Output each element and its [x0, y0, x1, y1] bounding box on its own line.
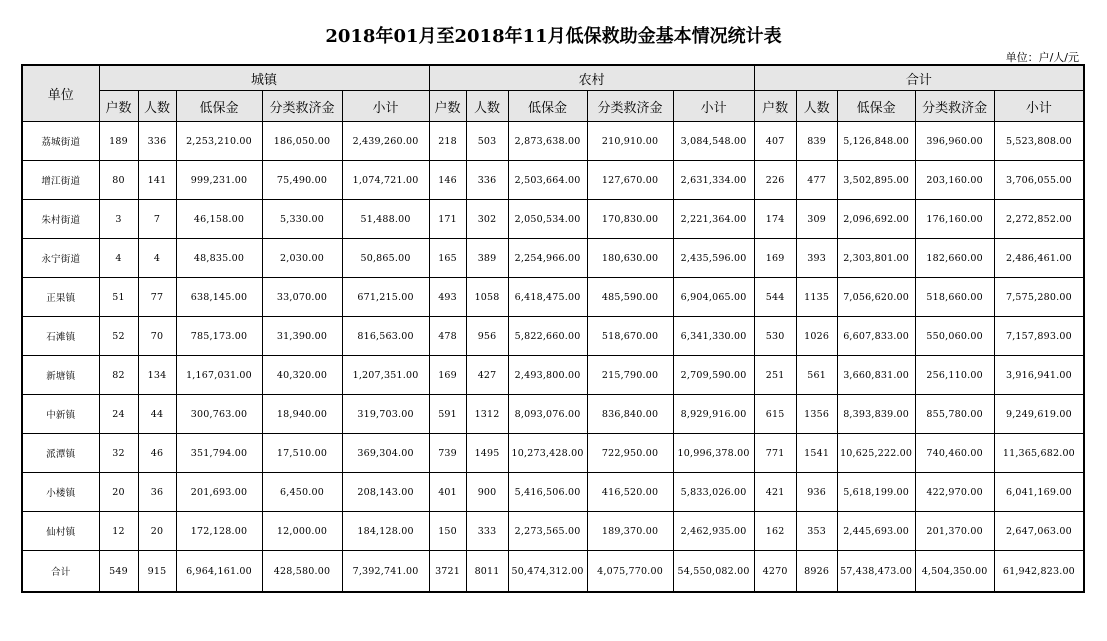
table-cell: 44: [138, 395, 176, 434]
table-cell: 171: [429, 200, 466, 239]
table-cell: 24: [99, 395, 138, 434]
table-cell: 6,418,475.00: [508, 278, 587, 317]
table-cell: 80: [99, 161, 138, 200]
table-cell: 915: [138, 551, 176, 593]
table-cell: 4,504,350.00: [915, 551, 994, 593]
total-row: [22, 551, 1084, 593]
table-cell: 936: [796, 473, 837, 512]
table-cell: 591: [429, 395, 466, 434]
table-cell: 3,084,548.00: [673, 122, 754, 161]
table-row: [22, 434, 1084, 473]
table-cell: 10,625,222.00: [837, 434, 915, 473]
table-cell: 54,550,082.00: [673, 551, 754, 593]
table-cell: 2,030.00: [262, 239, 342, 278]
table-cell: 5,416,506.00: [508, 473, 587, 512]
table-cell: 182,660.00: [915, 239, 994, 278]
table-cell: 671,215.00: [342, 278, 429, 317]
table-cell: 2,096,692.00: [837, 200, 915, 239]
table-cell: 1058: [466, 278, 508, 317]
table-cell: 389: [466, 239, 508, 278]
table-cell: 201,693.00: [176, 473, 262, 512]
table-cell: 10,996,378.00: [673, 434, 754, 473]
table-cell: 180,630.00: [587, 239, 673, 278]
table-cell: 518,660.00: [915, 278, 994, 317]
table-cell: 169: [754, 239, 796, 278]
table-cell: 186,050.00: [262, 122, 342, 161]
table-cell: 141: [138, 161, 176, 200]
subcolumn-header: 小计: [342, 91, 429, 122]
table-cell: 48,835.00: [176, 239, 262, 278]
table-cell: 407: [754, 122, 796, 161]
table-cell: 300,763.00: [176, 395, 262, 434]
table-cell: 1,074,721.00: [342, 161, 429, 200]
header-group-row: [22, 65, 1084, 91]
table-cell: 3,502,895.00: [837, 161, 915, 200]
table-cell: 5,833,026.00: [673, 473, 754, 512]
table-cell: 215,790.00: [587, 356, 673, 395]
table-cell: 638,145.00: [176, 278, 262, 317]
table-cell: 50,865.00: [342, 239, 429, 278]
table-cell: 189: [99, 122, 138, 161]
table-cell: 369,304.00: [342, 434, 429, 473]
table-cell: 1312: [466, 395, 508, 434]
table-row: [22, 356, 1084, 395]
table-cell: 421: [754, 473, 796, 512]
table-cell: 353: [796, 512, 837, 551]
table-cell: 2,462,935.00: [673, 512, 754, 551]
table-cell: 518,670.00: [587, 317, 673, 356]
row-unit-name: 永宁街道: [22, 239, 99, 278]
subcolumn-header: 小计: [673, 91, 754, 122]
table-cell: 1495: [466, 434, 508, 473]
table-cell: 150: [429, 512, 466, 551]
table-cell: 544: [754, 278, 796, 317]
table-row: [22, 239, 1084, 278]
table-cell: 336: [466, 161, 508, 200]
group-header: 农村: [429, 65, 754, 91]
table-cell: 6,964,161.00: [176, 551, 262, 593]
table-cell: 2,503,664.00: [508, 161, 587, 200]
header-subcolumn-row: [22, 91, 1084, 122]
table-cell: 549: [99, 551, 138, 593]
table-cell: 162: [754, 512, 796, 551]
table-cell: 208,143.00: [342, 473, 429, 512]
table-cell: 855,780.00: [915, 395, 994, 434]
table-cell: 530: [754, 317, 796, 356]
subcolumn-header: 人数: [466, 91, 508, 122]
table-cell: 2,709,590.00: [673, 356, 754, 395]
table-cell: 4: [99, 239, 138, 278]
table-cell: 393: [796, 239, 837, 278]
table-cell: 210,910.00: [587, 122, 673, 161]
table-cell: 218: [429, 122, 466, 161]
table-cell: 900: [466, 473, 508, 512]
table-cell: 477: [796, 161, 837, 200]
table-cell: 4,075,770.00: [587, 551, 673, 593]
table-row: [22, 512, 1084, 551]
table-row: [22, 161, 1084, 200]
table-cell: 7,157,893.00: [994, 317, 1084, 356]
table-row: [22, 395, 1084, 434]
table-cell: 61,942,823.00: [994, 551, 1084, 593]
row-unit-name: 正果镇: [22, 278, 99, 317]
table-cell: 2,273,565.00: [508, 512, 587, 551]
table-cell: 172,128.00: [176, 512, 262, 551]
table-cell: 2,253,210.00: [176, 122, 262, 161]
unit-column-header: 单位: [22, 65, 99, 122]
table-row: [22, 122, 1084, 161]
table-cell: 5,618,199.00: [837, 473, 915, 512]
subcolumn-header: 分类救济金: [587, 91, 673, 122]
table-cell: 51,488.00: [342, 200, 429, 239]
page-title: 2018年01月至2018年11月低保救助金基本情况统计表: [325, 26, 782, 47]
table-cell: 2,631,334.00: [673, 161, 754, 200]
table-row: [22, 278, 1084, 317]
table-cell: 6,904,065.00: [673, 278, 754, 317]
table-cell: 7,392,741.00: [342, 551, 429, 593]
table-cell: 3: [99, 200, 138, 239]
table-cell: 5,523,808.00: [994, 122, 1084, 161]
table-cell: 82: [99, 356, 138, 395]
table-cell: 32: [99, 434, 138, 473]
table-cell: 3,916,941.00: [994, 356, 1084, 395]
table-cell: 550,060.00: [915, 317, 994, 356]
table-cell: 40,320.00: [262, 356, 342, 395]
subcolumn-header: 户数: [754, 91, 796, 122]
table-cell: 1,207,351.00: [342, 356, 429, 395]
table-cell: 428,580.00: [262, 551, 342, 593]
table-cell: 401: [429, 473, 466, 512]
table-cell: 336: [138, 122, 176, 161]
table-cell: 1,167,031.00: [176, 356, 262, 395]
table-cell: 184,128.00: [342, 512, 429, 551]
table-cell: 127,670.00: [587, 161, 673, 200]
table-cell: 351,794.00: [176, 434, 262, 473]
table-cell: 5,822,660.00: [508, 317, 587, 356]
row-unit-name: 新塘镇: [22, 356, 99, 395]
subcolumn-header: 分类救济金: [262, 91, 342, 122]
table-cell: 1135: [796, 278, 837, 317]
table-cell: 839: [796, 122, 837, 161]
table-cell: 3721: [429, 551, 466, 593]
subcolumn-header: 小计: [994, 91, 1084, 122]
table-cell: 2,303,801.00: [837, 239, 915, 278]
group-header: 合计: [754, 65, 1084, 91]
table-cell: 2,486,461.00: [994, 239, 1084, 278]
subcolumn-header: 人数: [138, 91, 176, 122]
table-cell: 2,254,966.00: [508, 239, 587, 278]
table-cell: 51: [99, 278, 138, 317]
table-cell: 256,110.00: [915, 356, 994, 395]
table-cell: 771: [754, 434, 796, 473]
table-cell: 134: [138, 356, 176, 395]
table-cell: 1026: [796, 317, 837, 356]
table-cell: 2,647,063.00: [994, 512, 1084, 551]
table-cell: 203,160.00: [915, 161, 994, 200]
table-cell: 2,493,800.00: [508, 356, 587, 395]
table-cell: 561: [796, 356, 837, 395]
row-unit-name: 增江街道: [22, 161, 99, 200]
table-cell: 8926: [796, 551, 837, 593]
subcolumn-header: 低保金: [508, 91, 587, 122]
table-row: [22, 200, 1084, 239]
table-row: [22, 473, 1084, 512]
table-cell: 5,330.00: [262, 200, 342, 239]
table-cell: 2,050,534.00: [508, 200, 587, 239]
table-cell: 77: [138, 278, 176, 317]
table-cell: 5,126,848.00: [837, 122, 915, 161]
table-cell: 722,950.00: [587, 434, 673, 473]
table-cell: 2,873,638.00: [508, 122, 587, 161]
table-cell: 422,970.00: [915, 473, 994, 512]
table-cell: 485,590.00: [587, 278, 673, 317]
table-cell: 956: [466, 317, 508, 356]
table-cell: 176,160.00: [915, 200, 994, 239]
table-cell: 302: [466, 200, 508, 239]
table-cell: 6,041,169.00: [994, 473, 1084, 512]
subcolumn-header: 分类救济金: [915, 91, 994, 122]
table-cell: 170,830.00: [587, 200, 673, 239]
table-cell: 2,221,364.00: [673, 200, 754, 239]
row-unit-name: 小楼镇: [22, 473, 99, 512]
table-cell: 7: [138, 200, 176, 239]
table-cell: 146: [429, 161, 466, 200]
table-cell: 174: [754, 200, 796, 239]
table-cell: 6,341,330.00: [673, 317, 754, 356]
table-cell: 739: [429, 434, 466, 473]
table-cell: 785,173.00: [176, 317, 262, 356]
table-cell: 226: [754, 161, 796, 200]
table-cell: 427: [466, 356, 508, 395]
statistics-table: [21, 64, 1085, 593]
table-cell: 12: [99, 512, 138, 551]
subcolumn-header: 人数: [796, 91, 837, 122]
row-unit-name: 石滩镇: [22, 317, 99, 356]
table-cell: 189,370.00: [587, 512, 673, 551]
table-cell: 165: [429, 239, 466, 278]
table-cell: 3,706,055.00: [994, 161, 1084, 200]
table-header: [22, 65, 1084, 122]
table-cell: 7,575,280.00: [994, 278, 1084, 317]
table-cell: 2,272,852.00: [994, 200, 1084, 239]
table-cell: 493: [429, 278, 466, 317]
table-cell: 20: [99, 473, 138, 512]
table-body: [22, 122, 1084, 593]
table-cell: 57,438,473.00: [837, 551, 915, 593]
subcolumn-header: 低保金: [176, 91, 262, 122]
row-unit-name: 朱村街道: [22, 200, 99, 239]
table-cell: 201,370.00: [915, 512, 994, 551]
subcolumn-header: 低保金: [837, 91, 915, 122]
table-cell: 1356: [796, 395, 837, 434]
table-cell: 4270: [754, 551, 796, 593]
table-cell: 4: [138, 239, 176, 278]
table-cell: 6,450.00: [262, 473, 342, 512]
table-cell: 169: [429, 356, 466, 395]
table-cell: 2,439,260.00: [342, 122, 429, 161]
table-cell: 17,510.00: [262, 434, 342, 473]
table-cell: 7,056,620.00: [837, 278, 915, 317]
table-cell: 8,393,839.00: [837, 395, 915, 434]
table-cell: 52: [99, 317, 138, 356]
group-header: 城镇: [99, 65, 429, 91]
table-cell: 8011: [466, 551, 508, 593]
table-cell: 2,445,693.00: [837, 512, 915, 551]
table-cell: 8,929,916.00: [673, 395, 754, 434]
row-unit-name: 仙村镇: [22, 512, 99, 551]
unit-label: 单位：户/人/元: [1005, 51, 1079, 64]
table-cell: 2,435,596.00: [673, 239, 754, 278]
table-cell: 10,273,428.00: [508, 434, 587, 473]
table-cell: 20: [138, 512, 176, 551]
table-cell: 396,960.00: [915, 122, 994, 161]
table-cell: 75,490.00: [262, 161, 342, 200]
table-cell: 46,158.00: [176, 200, 262, 239]
table-cell: 3,660,831.00: [837, 356, 915, 395]
subcolumn-header: 户数: [99, 91, 138, 122]
table-cell: 18,940.00: [262, 395, 342, 434]
table-cell: 333: [466, 512, 508, 551]
table-cell: 9,249,619.00: [994, 395, 1084, 434]
row-unit-name: 中新镇: [22, 395, 99, 434]
table-cell: 478: [429, 317, 466, 356]
table-cell: 12,000.00: [262, 512, 342, 551]
row-unit-name: 派潭镇: [22, 434, 99, 473]
table-cell: 816,563.00: [342, 317, 429, 356]
table-cell: 31,390.00: [262, 317, 342, 356]
table-cell: 46: [138, 434, 176, 473]
table-cell: 836,840.00: [587, 395, 673, 434]
subcolumn-header: 户数: [429, 91, 466, 122]
table-row: [22, 317, 1084, 356]
row-unit-name: 合计: [22, 551, 99, 593]
table-cell: 8,093,076.00: [508, 395, 587, 434]
table-cell: 309: [796, 200, 837, 239]
table-cell: 50,474,312.00: [508, 551, 587, 593]
table-cell: 6,607,833.00: [837, 317, 915, 356]
table-cell: 70: [138, 317, 176, 356]
table-cell: 251: [754, 356, 796, 395]
table-cell: 999,231.00: [176, 161, 262, 200]
table-cell: 1541: [796, 434, 837, 473]
table-cell: 36: [138, 473, 176, 512]
table-cell: 319,703.00: [342, 395, 429, 434]
table-cell: 33,070.00: [262, 278, 342, 317]
table-cell: 416,520.00: [587, 473, 673, 512]
table-cell: 503: [466, 122, 508, 161]
table-cell: 615: [754, 395, 796, 434]
table-cell: 11,365,682.00: [994, 434, 1084, 473]
row-unit-name: 荔城街道: [22, 122, 99, 161]
table-cell: 740,460.00: [915, 434, 994, 473]
